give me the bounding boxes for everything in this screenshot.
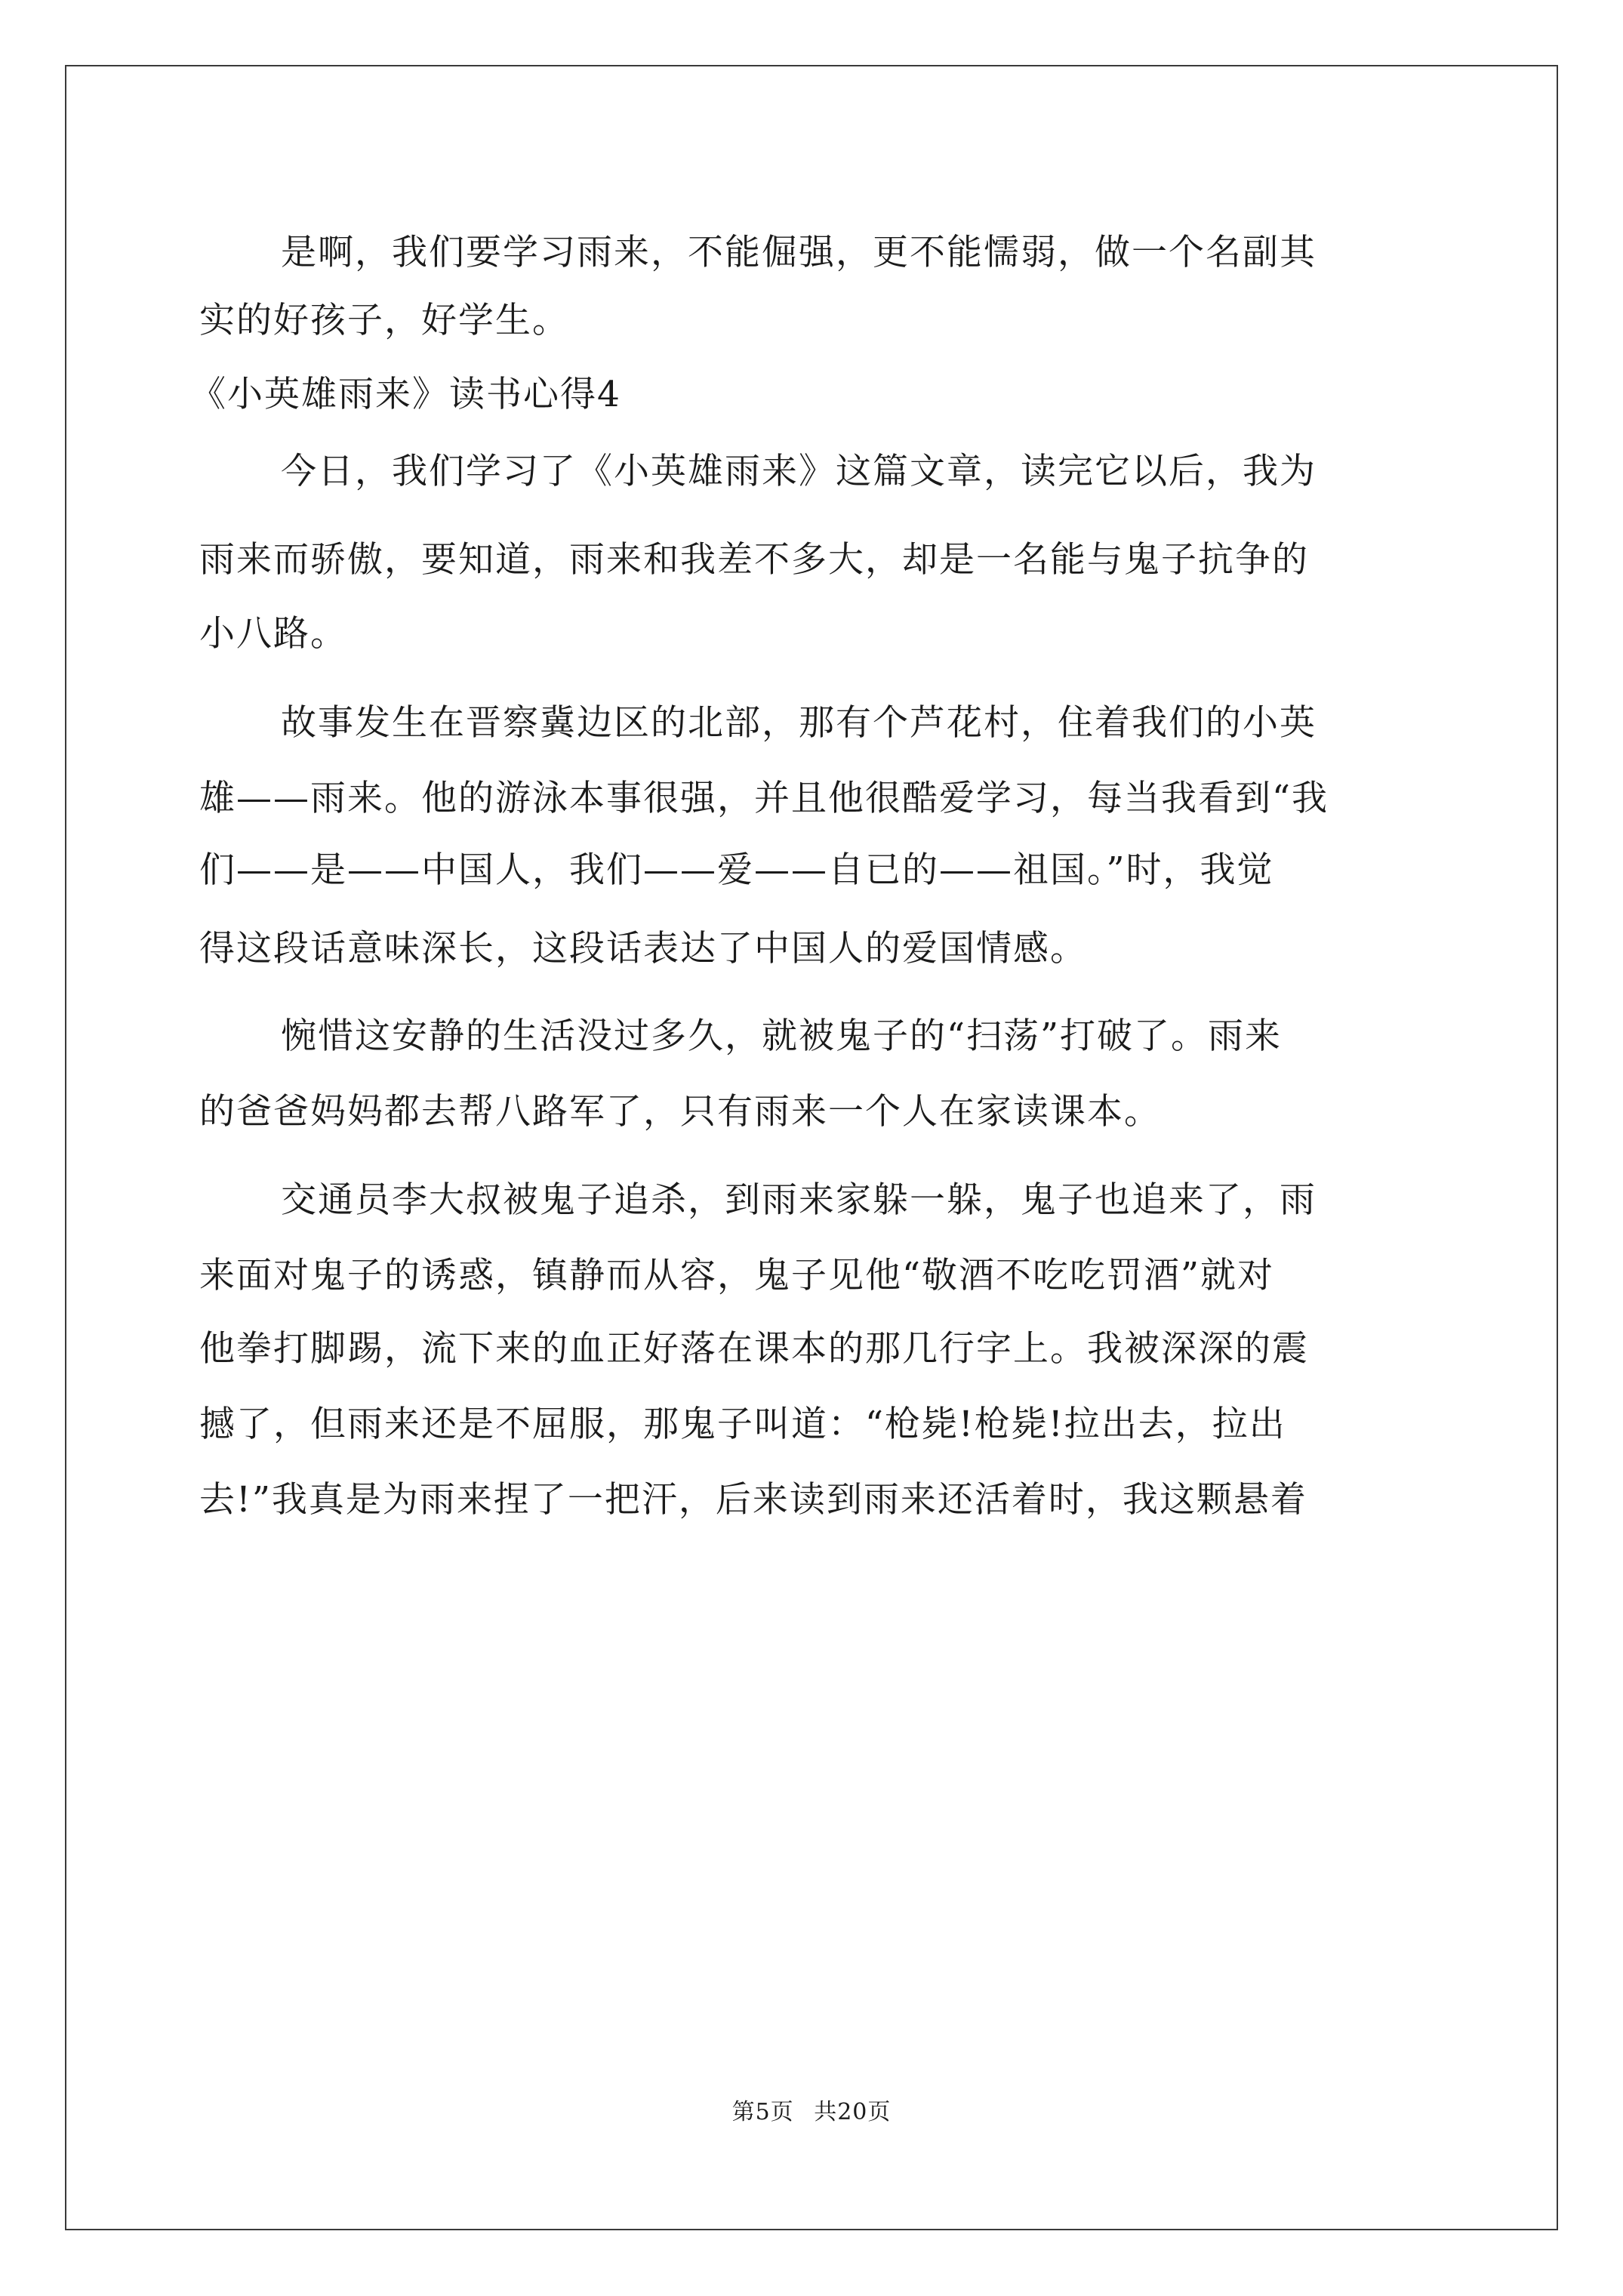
paragraph-line: 惋惜这安静的生活没过多久，就被鬼子的“扫荡”打破了。雨来 xyxy=(281,1015,1283,1057)
page-total: 共20页 xyxy=(814,2099,892,2125)
paragraph-line: 今日，我们学习了《小英雄雨来》这篇文章，读完它以后，我为 xyxy=(281,451,1317,492)
paragraph-line: 去!”我真是为雨来捏了一把汗，后来读到雨来还活着时，我这颗悬着 xyxy=(199,1479,1307,1521)
paragraph-line: 故事发生在晋察冀边区的北部，那有个芦花村，住着我们的小英 xyxy=(281,702,1317,744)
paragraph-line: 来面对鬼子的诱惑，镇静而从容，鬼子见他“敬酒不吃吃罚酒”就对 xyxy=(199,1255,1275,1296)
paragraph-line: 他拳打脚踢，流下来的血正好落在课本的那几行字上。我被深深的震 xyxy=(199,1328,1309,1370)
paragraph-line: 的爸爸妈妈都去帮八路军了，只有雨来一个人在家读课本。 xyxy=(199,1091,1161,1133)
paragraph-line: 们——是——中国人，我们——爱——自已的——祖国。”时，我觉 xyxy=(199,849,1274,891)
page-footer xyxy=(0,2093,1623,2126)
page-number: 第5页 xyxy=(731,2099,794,2125)
paragraph-line: 交通员李大叔被鬼子追杀，到雨来家躲一躲，鬼子也追来了，雨 xyxy=(281,1179,1317,1221)
paragraph-line: 是啊，我们要学习雨来，不能倔强，更不能懦弱，做一个名副其 xyxy=(281,232,1317,273)
paragraph-line: 实的好孩子，好学生。 xyxy=(199,300,569,341)
paragraph-line: 小八路。 xyxy=(199,613,347,655)
paragraph-line: 雄——雨来。他的游泳本事很强，并且他很酷爱学习，每当我看到“我 xyxy=(199,778,1329,819)
paragraph-line: 撼了，但雨来还是不屈服，那鬼子叫道：“枪毙!枪毙!拉出去，拉出 xyxy=(199,1404,1286,1445)
section-heading: 《小英雄雨来》读书心得4 xyxy=(190,374,621,415)
paragraph-line: 得这段话意味深长，这段话表达了中国人的爱国情感。 xyxy=(199,928,1087,969)
paragraph-line: 雨来而骄傲，要知道，雨来和我差不多大，却是一名能与鬼子抗争的 xyxy=(199,539,1309,581)
